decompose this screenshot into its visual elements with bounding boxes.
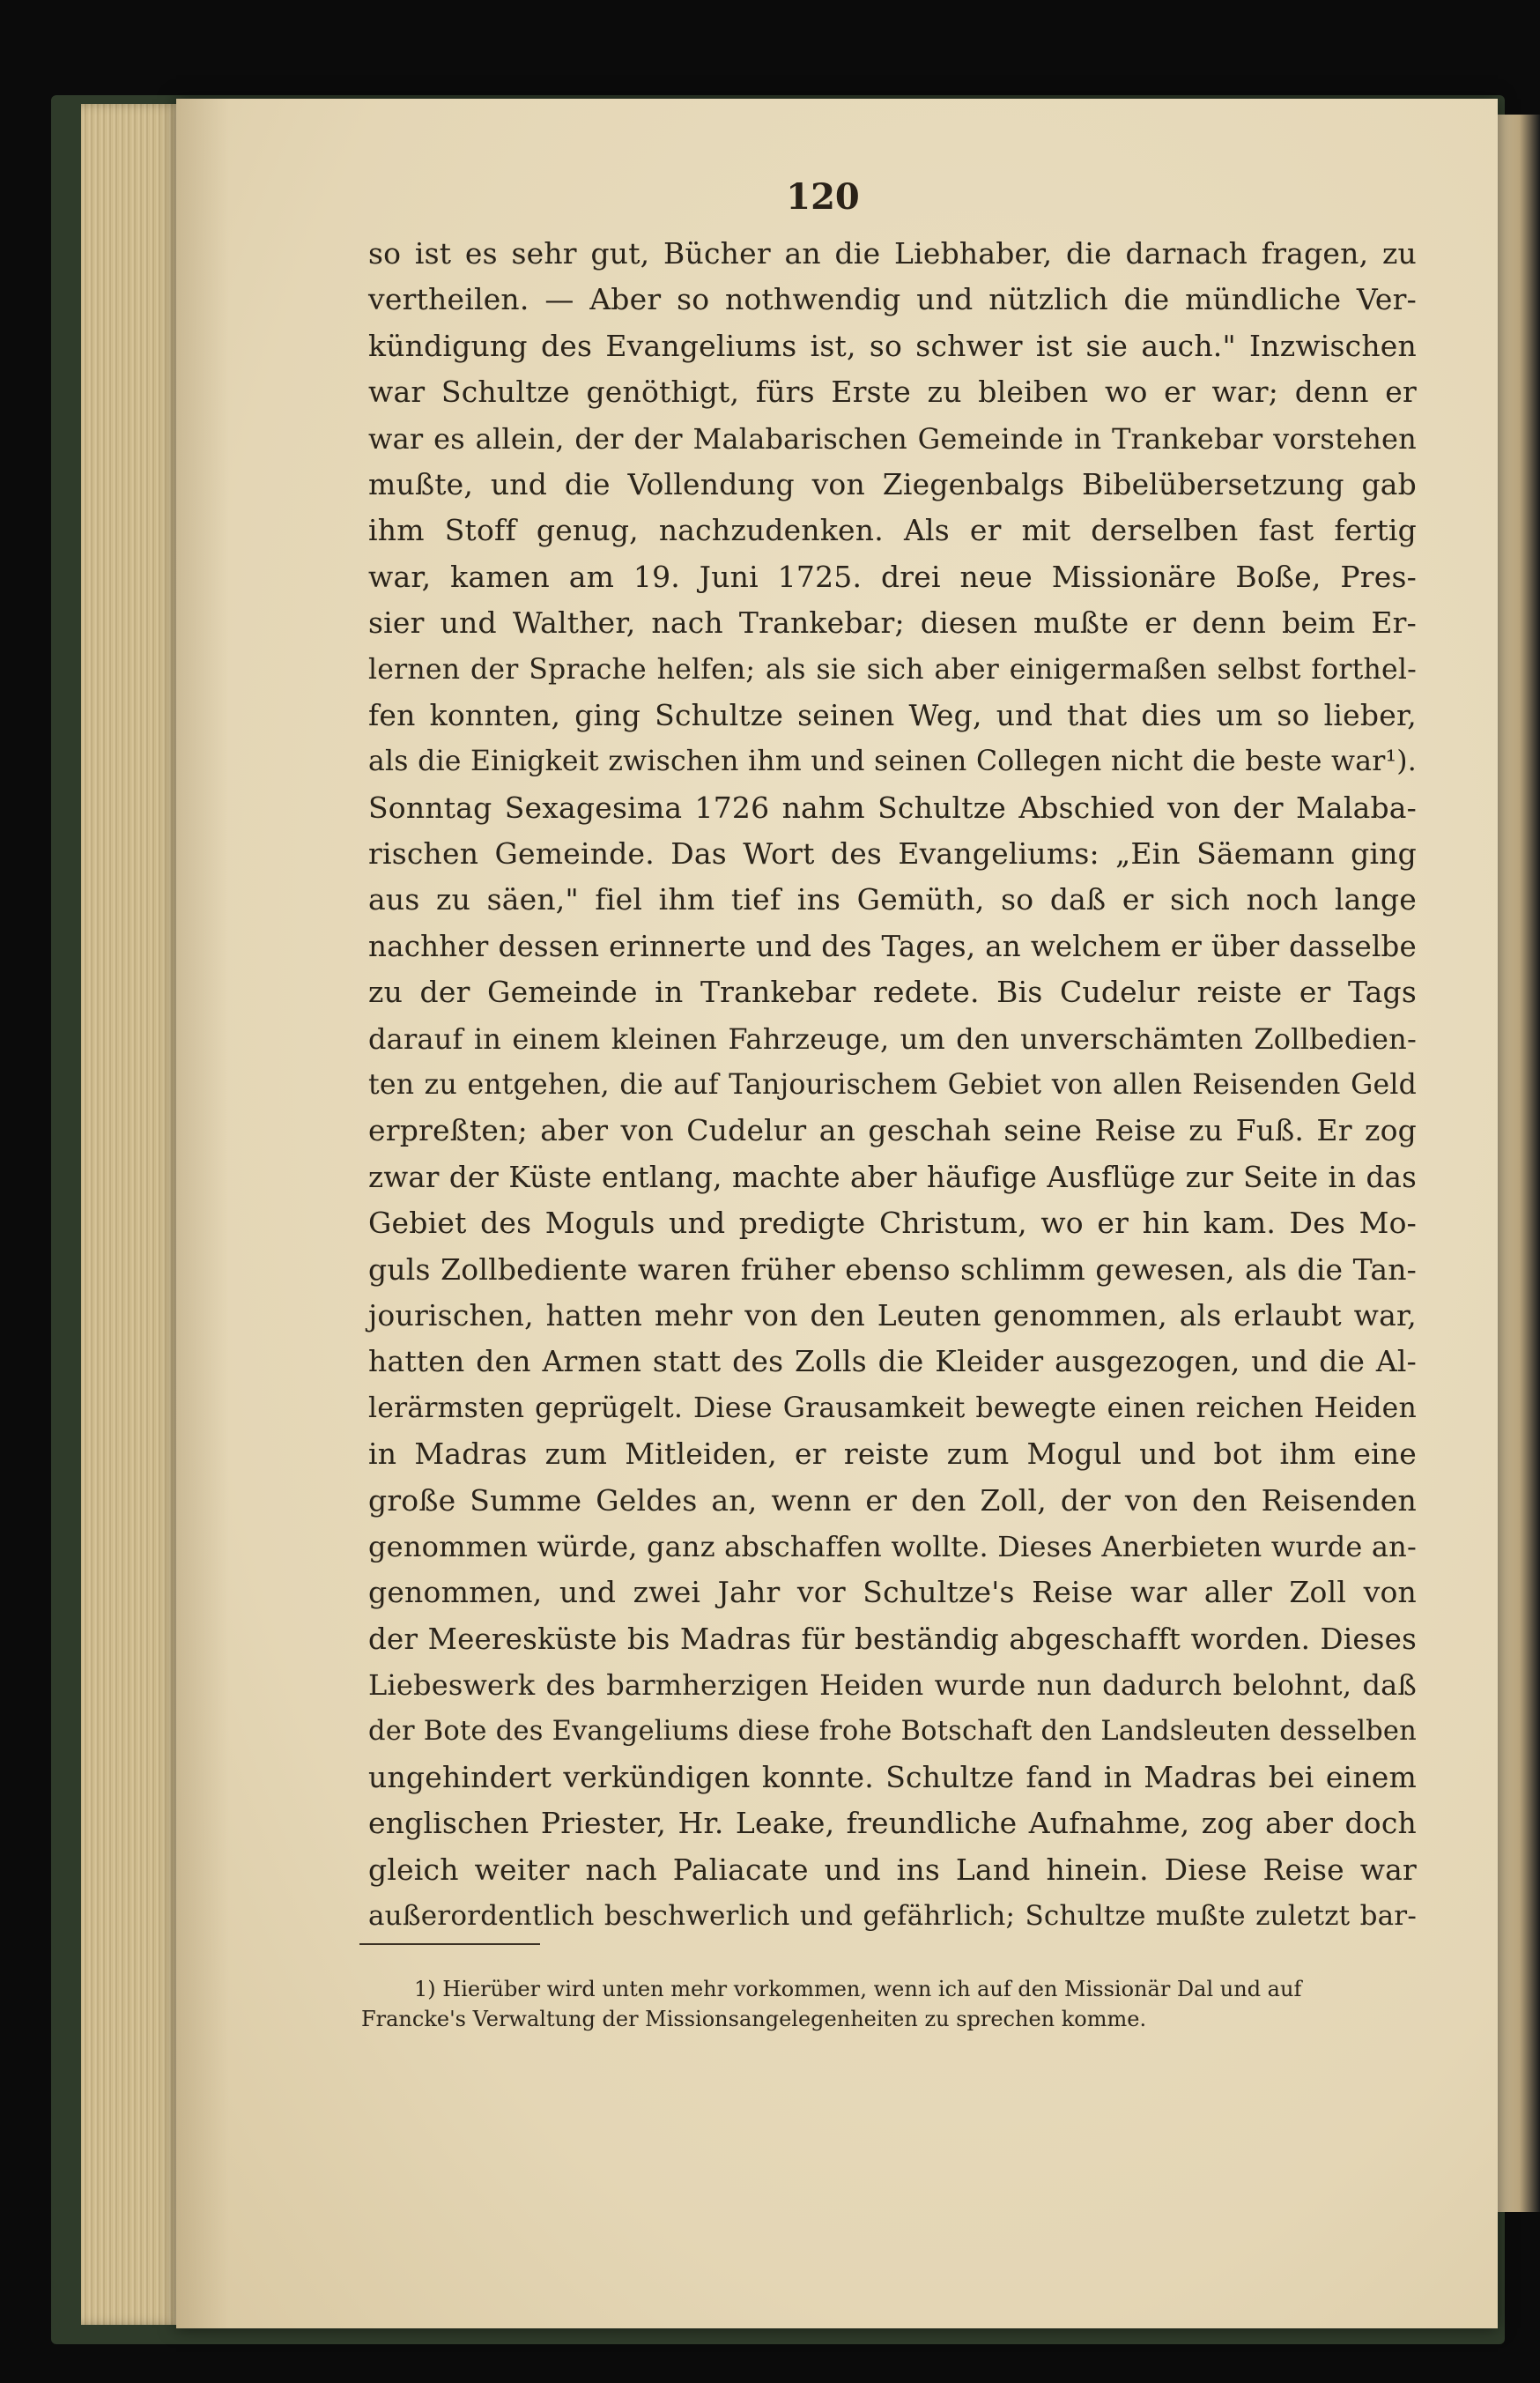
text-line: in Madras zum Mitleiden, er reiste zum Mogul und bot ihm eine [368, 1436, 1417, 1472]
text-line: sier und Walther, nach Trankebar; diesen mußte er denn beim Er- [368, 605, 1417, 641]
text-line: rischen Gemeinde. Das Wort des Evangeliums: „Ein Säemann ging [368, 836, 1417, 872]
text-line: genommen würde, ganz abschaffen wollte. Dieses Anerbieten wurde an- [368, 1529, 1417, 1563]
text-line: englischen Priester, Hr. Leake, freundliche Aufnahme, zog aber doch [368, 1806, 1417, 1841]
footnote-line: Francke's Verwaltung der Missionsangelegenheiten zu sprechen komme. [361, 2007, 1147, 2031]
text-line: war, kamen am 19. Juni 1725. drei neue Missionäre Boße, Pres- [368, 559, 1417, 594]
footnotes [361, 1974, 1410, 2034]
text-line: lerärmsten geprügelt. Diese Grausamkeit bewegte einen reichen Heiden [368, 1392, 1417, 1424]
text-line: so ist es sehr gut, Bücher an die Liebhaber, die darnach fragen, zu [368, 236, 1417, 271]
text-line: als die Einigkeit zwischen ihm und seinen Collegen nicht die beste war¹). [368, 746, 1417, 778]
text-line: der Meeresküste bis Madras für beständig abgeschafft worden. Dieses [368, 1622, 1417, 1656]
text-line: vertheilen. — Aber so nothwendig und nützlich die mündliche Ver- [368, 282, 1417, 317]
text-line: Liebeswerk des barmherzigen Heiden wurde nun dadurch belohnt, daß [368, 1668, 1417, 1703]
text-line: außerordentlich beschwerlich und gefährlich; Schultze mußte zuletzt bar- [368, 1900, 1417, 1933]
text-line: erpreßten; aber von Cudelur an geschah seine Reise zu Fuß. Er zog [368, 1113, 1417, 1148]
text-line: fen konnten, ging Schultze seinen Weg, und that dies um so lieber, [368, 697, 1417, 732]
footnote-line: 1) Hierüber wird unten mehr vorkommen, wenn ich auf den Missionär Dal und auf [414, 1977, 1302, 2001]
text-line: zwar der Küste entlang, machte aber häufige Ausflüge zur Seite in das [368, 1160, 1417, 1194]
text-line: aus zu säen," fiel ihm tief ins Gemüth, so daß er sich noch lange [368, 882, 1417, 917]
text-line: ungehindert verkündigen konnte. Schultze fand in Madras bei einem [368, 1759, 1417, 1794]
text-line: jourischen, hatten mehr von den Leuten genommen, als erlaubt war, [368, 1297, 1417, 1333]
text-line: darauf in einem kleinen Fahrzeuge, um den unverschämten Zollbedien- [368, 1021, 1417, 1056]
text-line: nachher dessen erinnerte und des Tages, an welchem er über dasselbe [368, 929, 1417, 963]
text-line: war es allein, der der Malabarischen Gemeinde in Trankebar vorstehen [368, 421, 1417, 456]
text-line: ten zu entgehen, die auf Tanjourischem Gebiet von allen Reisenden Geld [368, 1069, 1417, 1102]
text-line: der Bote des Evangeliums diese frohe Botschaft den Landsleuten desselben [368, 1715, 1417, 1747]
text-line: mußte, und die Vollendung von Ziegenbalgs Bibelübersetzung gab [368, 466, 1417, 501]
text-line: große Summe Geldes an, wenn er den Zoll, der von den Reisenden [368, 1482, 1417, 1518]
text-line: zu der Gemeinde in Trankebar redete. Bis Cudelur reiste er Tags [368, 975, 1417, 1010]
text-line: guls Zollbediente waren früher ebenso schlimm gewesen, als die Tan- [368, 1251, 1417, 1287]
text-line: genommen, und zwei Jahr vor Schultze's Reise war aller Zoll von [368, 1575, 1417, 1610]
text-line: gleich weiter nach Paliacate und ins Land hinein. Diese Reise war [368, 1852, 1417, 1887]
text-line: war Schultze genöthigt, fürs Erste zu bleiben wo er war; denn er [368, 375, 1417, 410]
footnote-divider [359, 1943, 540, 1945]
text-line: Gebiet des Moguls und predigte Christum, wo er hin kam. Des Mo- [368, 1206, 1417, 1241]
page-number: 120 [786, 176, 860, 218]
text-line: lernen der Sprache helfen; als sie sich aber einigermaßen selbst forthel- [368, 653, 1417, 686]
text-line: Sonntag Sexagesima 1726 nahm Schultze Abschied von der Malaba- [368, 790, 1417, 825]
text-line: hatten den Armen statt des Zolls die Kleider ausgezogen, und die Al- [368, 1344, 1417, 1379]
text-line: kündigung des Evangeliums ist, so schwer ist sie auch." Inzwischen [368, 328, 1417, 363]
body-text [368, 231, 1417, 1939]
text-line: ihm Stoff genug, nachzudenken. Als er mit derselben fast fertig [368, 513, 1417, 548]
